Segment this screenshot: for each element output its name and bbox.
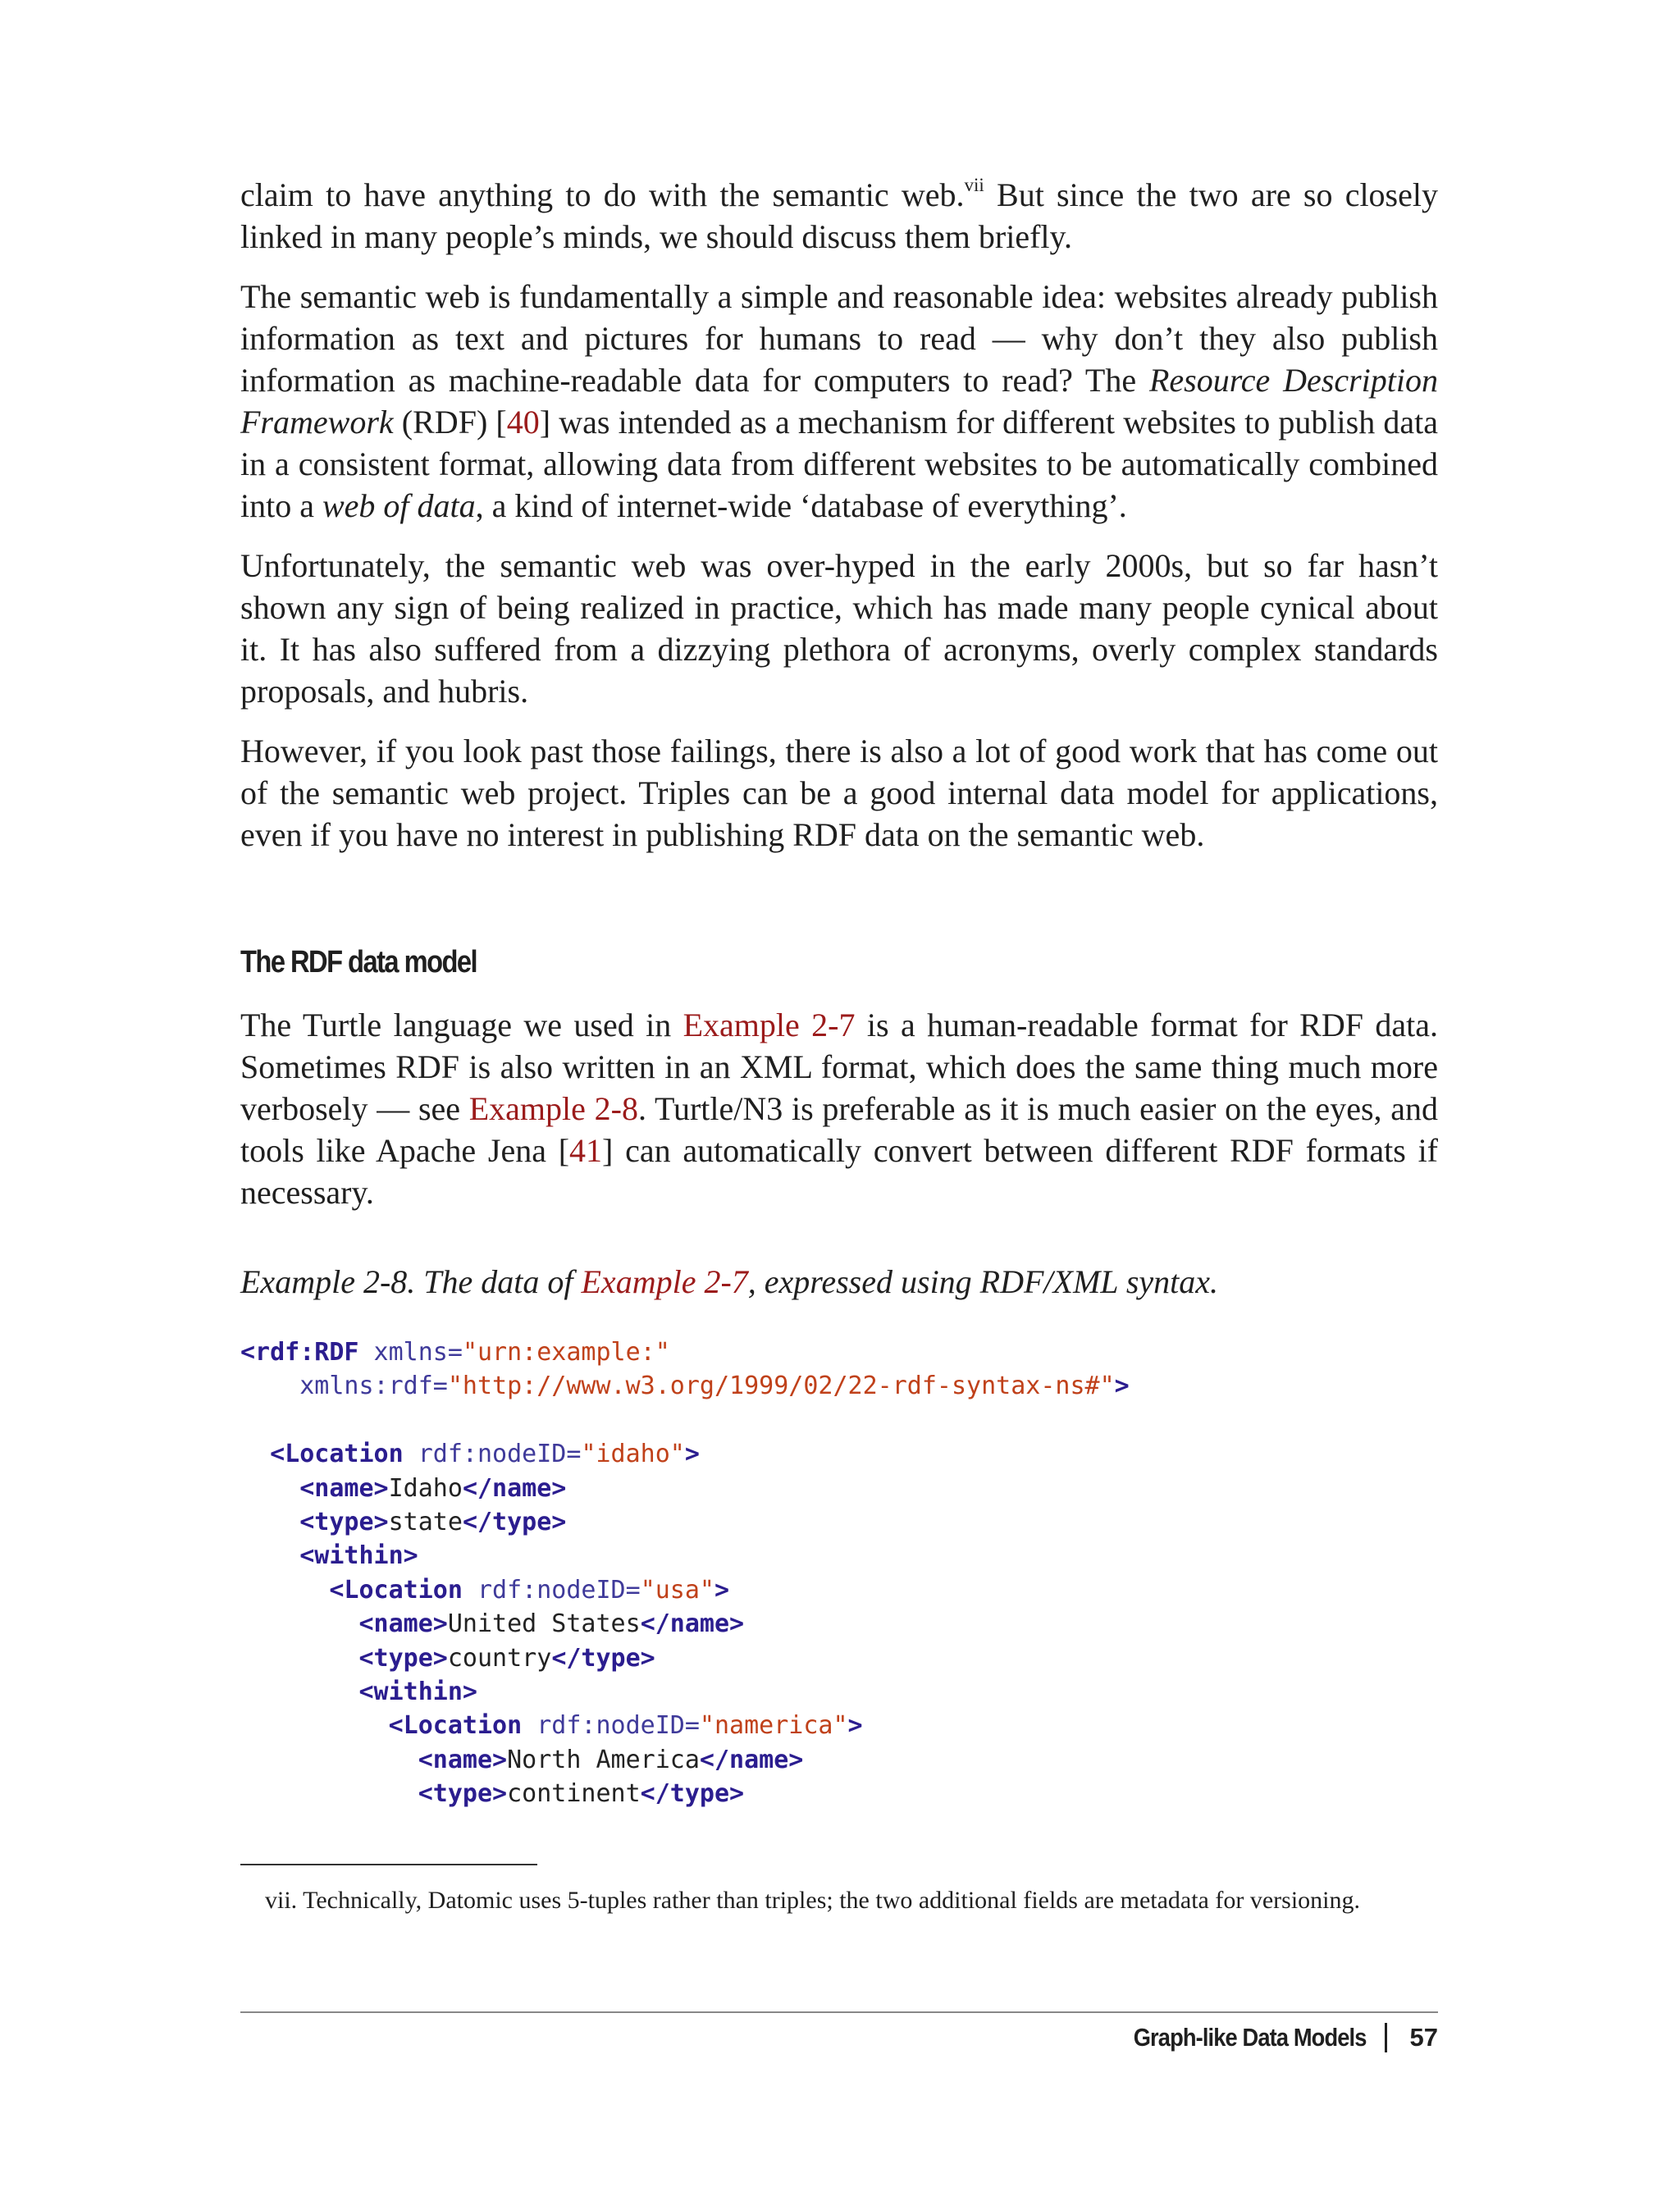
footer-divider xyxy=(240,2011,1438,2013)
footer-separator xyxy=(1385,2023,1387,2052)
code-line-6: <type>state</type> xyxy=(240,1508,567,1537)
running-footer-title: Graph-like Data Models xyxy=(1133,2023,1367,2052)
code-line-5: <name>Idaho</name> xyxy=(240,1473,567,1503)
citation-link-40[interactable]: 40 xyxy=(506,404,540,441)
paragraph-good-work: However, if you look past those failings, there is also a lot of good work that has come out of the semantic web project. Triples can be a good internal data model for applications, even if you have no interest in publishing RDF data on the semantic web. xyxy=(240,733,1438,853)
code-line-11: <within> xyxy=(240,1678,477,1707)
code-line-12: <Location rdf:nodeID="namerica"> xyxy=(240,1711,863,1741)
code-line-2: xmlns:rdf="http://www.w3.org/1999/02/22-rdf-syntax-ns#"> xyxy=(240,1372,1130,1401)
code-line-10: <type>country</type> xyxy=(240,1643,655,1673)
code-line-9: <name>United States</name> xyxy=(240,1609,745,1639)
example-2-7-link[interactable]: Example 2-7 xyxy=(682,1007,856,1043)
code-line-7: <within> xyxy=(240,1541,418,1571)
page-footer xyxy=(1102,2023,1438,2052)
paragraph-over-hyped: Unfortunately, the semantic web was over-hyped in the early 2000s, but so far hasn’t shown any sign of being realized in practice, which has made many people cynical about it. It has also suffered from a dizzying plethora of acronyms, overly complex standards proposals, and hubris. xyxy=(240,547,1438,710)
example-2-8-link[interactable]: Example 2-8 xyxy=(468,1090,638,1127)
code-line-8: <Location rdf:nodeID="usa"> xyxy=(240,1575,730,1605)
paragraph-turtle-language: The Turtle language we used in Example 2-7 is a human-readable format for RDF data. Sometimes RDF is also written in an XML format, which does the same thing much more verbosely — see Example 2-8. Turtle/N3 is preferable as it is much easier on the eyes, and tools like Apache Jena [41] can automatically convert between different RDF formats if necessary. xyxy=(240,1007,1438,1211)
body-text-rdf-model xyxy=(240,1004,1438,1231)
section-heading: The RDF data model xyxy=(240,945,477,979)
code-line-14: <type>continent</type> xyxy=(240,1779,745,1809)
code-listing xyxy=(240,1335,1130,1811)
example-caption: Example 2-8. The data of Example 2-7, expressed using RDF/XML syntax. xyxy=(240,1263,1219,1300)
footnote-marker[interactable]: vii xyxy=(964,174,984,195)
footnote-vii: vii. Technically, Datomic uses 5-tuples rather than triples; the two additional fields are metadata for versioning. xyxy=(265,1887,1360,1914)
code-line-4: <Location rdf:nodeID="idaho"> xyxy=(240,1440,700,1469)
body-text-top xyxy=(240,174,1438,874)
code-line-13: <name>North America</name> xyxy=(240,1745,804,1774)
code-line-1: <rdf:RDF xmlns="urn:example:" xyxy=(240,1338,670,1367)
paragraph-semantic-web-idea: The semantic web is fundamentally a simple and reasonable idea: websites already publish information as text and pictures for humans to read — why don’t they also publish information as machine-readable data for computers to read? The Resource Description Framework (RDF) [40] was intended as a mechanism for different websites to publish data in a consistent format, allowing data from different websites to be automatically combined into a web of data, a kind of internet-wide ‘database of everything’. xyxy=(240,278,1438,524)
citation-link-41[interactable]: 41 xyxy=(569,1132,603,1169)
paragraph-semantic-web-intro: claim to have anything to do with the semantic web.$^{vii}$ But since the two are so closely linked in many people’s minds, we should discuss them briefly. xyxy=(240,174,1438,255)
page-number: 57 xyxy=(1409,2023,1438,2052)
footnote-divider xyxy=(240,1864,537,1865)
caption-example-2-7-link[interactable]: Example 2-7 xyxy=(581,1263,748,1300)
